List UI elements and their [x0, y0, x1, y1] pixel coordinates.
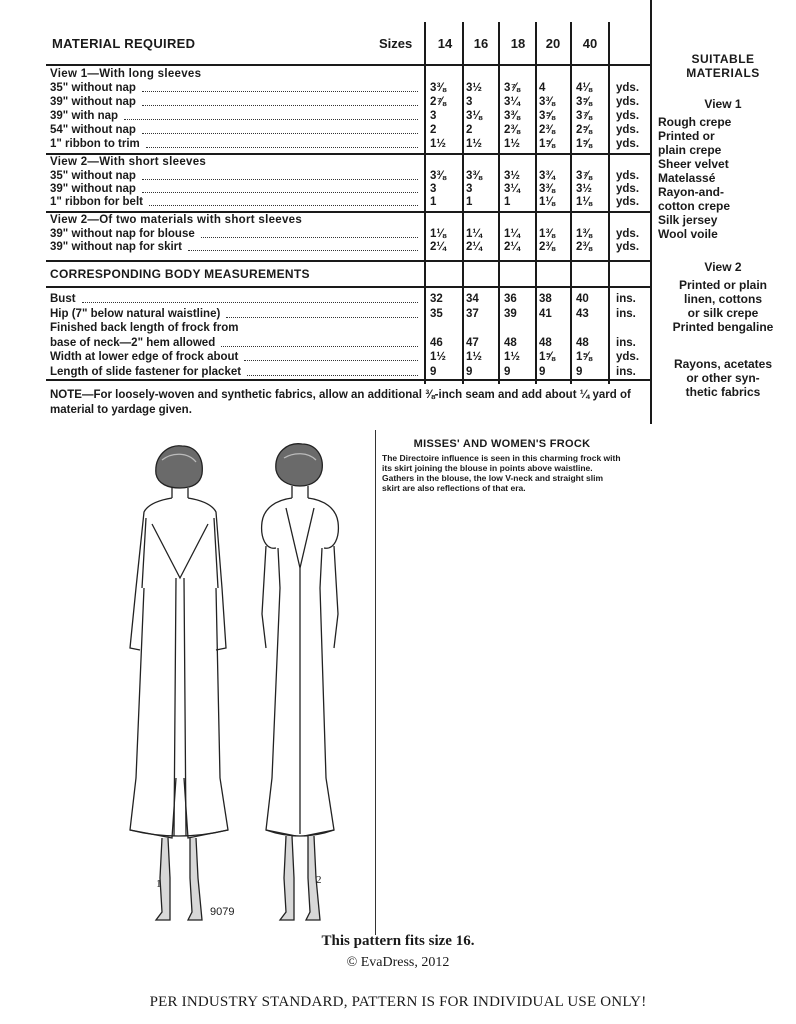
table-cell: 3⅝: [576, 96, 592, 108]
table-row: [50, 183, 136, 196]
table-cell: 9: [576, 365, 583, 378]
unit-label: ins.: [616, 336, 636, 349]
table-cell: 3: [466, 183, 473, 195]
table-cell: 1⅜: [576, 228, 592, 240]
table-cell: 2: [466, 124, 473, 136]
table-cell: 1⅝: [539, 138, 555, 150]
table-row: [50, 322, 239, 335]
table-cell: 3⅜: [504, 110, 520, 122]
suitable-materials: [650, 0, 796, 424]
table-cell: 2⅜: [539, 241, 555, 253]
table-cell: 1⅛: [539, 196, 555, 208]
table-cell: 1⅝: [576, 351, 592, 363]
table-row: [50, 170, 136, 183]
material-item: Sheer velvet: [658, 157, 729, 171]
table-cell: 34: [466, 293, 479, 305]
table-cell: 43: [576, 307, 589, 320]
table-rule: [46, 260, 650, 262]
leader-dots: [124, 110, 418, 120]
sizes-label: Sizes: [379, 36, 413, 51]
view2b-heading: View 2—Of two materials with short sleeves: [50, 214, 303, 226]
figure-1-number: 1: [156, 878, 162, 890]
column-rule: [424, 22, 426, 384]
row-label: Bust: [50, 293, 76, 305]
view2-heading: View 2—With short sleeves: [50, 156, 207, 168]
unit-label: ins.: [616, 307, 636, 320]
table-cell: 3⅜: [539, 96, 555, 108]
table-cell: 3: [430, 183, 437, 195]
table-rule: [46, 379, 650, 381]
row-label: Finished back length of frock from: [50, 322, 239, 334]
chart-title: MATERIAL REQUIRED: [52, 36, 196, 51]
description-body: The Directoire influence is seen in this charming frock with its skirt joining the blouse in points above waistline. Gathers in the blouse, the low V-neck and straight slim skirt are also reflections of that era.: [382, 453, 621, 493]
table-cell: 1½: [466, 351, 482, 363]
table-cell: 1⅛: [576, 196, 592, 208]
material-item: Matelassé: [658, 171, 716, 185]
table-cell: 37: [466, 307, 479, 320]
leader-dots: [247, 366, 418, 376]
unit-label: yds.: [616, 96, 640, 108]
unit-label: ins.: [616, 365, 636, 378]
table-cell: 2⅞: [430, 96, 446, 108]
table-cell: 9: [430, 365, 437, 378]
unit-label: yds.: [616, 138, 640, 150]
row-label: Width at lower edge of frock about: [50, 351, 239, 363]
size-header: 40: [582, 36, 598, 51]
table-cell: 3½: [504, 170, 520, 182]
table-row: [50, 96, 136, 109]
table-row: [50, 293, 76, 306]
leader-dots: [142, 96, 418, 106]
illustration-divider: [375, 430, 376, 935]
table-row: [50, 82, 136, 95]
leader-dots: [188, 241, 418, 251]
table-cell: 1½: [430, 138, 446, 150]
size-header: 14: [437, 36, 453, 51]
table-cell: 9: [539, 365, 546, 378]
table-row: [50, 337, 215, 350]
leader-dots: [221, 337, 418, 347]
unit-label: yds.: [616, 170, 640, 182]
table-rule: [46, 153, 650, 155]
size-header: 16: [473, 36, 489, 51]
table-rule: [46, 64, 650, 66]
table-cell: 38: [539, 293, 552, 305]
table-cell: 48: [504, 336, 517, 349]
table-cell: 1½: [430, 351, 446, 363]
table-cell: 1⅝: [539, 351, 555, 363]
leader-dots: [226, 308, 418, 318]
unit-label: yds.: [616, 228, 640, 240]
row-label: 39" without nap: [50, 96, 136, 108]
table-cell: 48: [576, 336, 589, 349]
row-label: 39" without nap for blouse: [50, 228, 195, 240]
material-item: linen, cottons: [684, 292, 762, 306]
dress-illustration: [116, 438, 378, 932]
table-cell: 47: [466, 336, 479, 349]
table-cell: 40: [576, 293, 589, 305]
table-cell: 1⅛: [430, 228, 446, 240]
table-cell: 48: [539, 336, 552, 349]
table-cell: 9: [504, 365, 511, 378]
dress-drawing: [116, 438, 378, 932]
table-cell: 9: [466, 365, 473, 378]
row-label: base of neck—2" hem allowed: [50, 336, 216, 349]
table-cell: 3¼: [504, 183, 520, 195]
table-row: [50, 241, 182, 254]
materials-title-1: SUITABLE: [691, 52, 755, 66]
table-cell: 3⅞: [576, 170, 592, 182]
table-rule: [46, 211, 650, 213]
row-label: Length of slide fastener for placket: [50, 365, 242, 378]
table-cell: 3¾: [539, 170, 555, 182]
table-cell: 3⅞: [576, 110, 592, 122]
table-cell: 3⅜: [430, 170, 446, 182]
material-item: Printed or: [658, 129, 715, 143]
unit-label: yds.: [616, 183, 640, 195]
size-header: 18: [510, 36, 526, 51]
usage-notice: PER INDUSTRY STANDARD, PATTERN IS FOR INDIVIDUAL USE ONLY!: [149, 994, 647, 1010]
row-label: Hip (7" below natural waistline): [50, 307, 221, 320]
row-label: 1" ribbon to trim: [50, 138, 140, 150]
table-cell: 3⅝: [539, 110, 555, 122]
row-label: 54" without nap: [50, 124, 136, 136]
table-cell: 2⅜: [504, 124, 520, 136]
description-box: [382, 438, 622, 493]
table-row: [50, 366, 241, 379]
table-row: [50, 228, 195, 241]
row-label: 1" ribbon for belt: [50, 196, 143, 208]
table-rule: [46, 286, 650, 288]
leader-dots: [142, 82, 418, 92]
unit-label: yds.: [616, 196, 640, 208]
materials-title-2: MATERIALS: [686, 66, 760, 80]
table-cell: 4: [539, 82, 546, 94]
table-cell: 3: [466, 96, 473, 108]
table-cell: 2⅜: [576, 241, 592, 253]
unit-label: yds.: [616, 110, 640, 122]
leader-dots: [149, 196, 418, 206]
row-label: 35" without nap: [50, 82, 136, 94]
size-header: 20: [545, 36, 561, 51]
table-row: [50, 138, 140, 151]
material-item: Silk jersey: [658, 213, 718, 227]
table-cell: 3⅜: [539, 183, 555, 195]
table-cell: 3⅛: [466, 110, 482, 122]
material-item: thetic fabrics: [685, 385, 761, 399]
material-item: cotton crepe: [658, 199, 731, 213]
table-cell: 2: [430, 124, 437, 136]
material-chart: [38, 22, 650, 422]
table-cell: 3½: [466, 82, 482, 94]
table-cell: 1: [504, 196, 511, 208]
table-cell: 1½: [466, 138, 482, 150]
body-heading: CORRESPONDING BODY MEASUREMENTS: [50, 267, 310, 281]
row-label: 35" without nap: [50, 170, 136, 182]
table-cell: 1⅝: [576, 138, 592, 150]
material-item: Rough crepe: [658, 115, 732, 129]
table-cell: 2⅝: [576, 124, 592, 136]
table-row: [50, 124, 136, 137]
table-cell: 32: [430, 293, 443, 305]
material-item: Wool voile: [658, 227, 718, 241]
description-title: MISSES' AND WOMEN'S FROCK: [413, 438, 591, 450]
material-item: Rayon-and-: [658, 185, 724, 199]
row-label: 39" without nap for skirt: [50, 241, 182, 253]
table-row: [50, 308, 220, 321]
table-cell: 4⅛: [576, 82, 592, 94]
material-item: or silk crepe: [687, 306, 759, 320]
leader-dots: [244, 351, 418, 361]
material-item: Printed or plain: [678, 278, 767, 292]
row-label: 39" with nap: [50, 110, 119, 122]
table-cell: 35: [430, 307, 443, 320]
table-cell: 39: [504, 307, 517, 320]
note-text: NOTE—For loosely-woven and synthetic fabrics, allow an additional ⅜-inch seam and add about ¼ yard of material to yardage given.: [50, 389, 631, 416]
table-cell: 2¼: [430, 241, 446, 253]
table-cell: 1¼: [504, 228, 520, 240]
table-cell: 2⅜: [539, 124, 555, 136]
unit-label: yds.: [616, 124, 640, 136]
figure-2-number: 2: [316, 874, 322, 886]
table-cell: 2¼: [504, 241, 520, 253]
table-cell: 1¼: [466, 228, 482, 240]
leader-dots: [146, 138, 418, 148]
table-cell: 3¼: [504, 96, 520, 108]
leader-dots: [201, 228, 418, 238]
leader-dots: [142, 170, 418, 180]
table-cell: 3½: [576, 183, 592, 195]
table-cell: 3: [430, 110, 437, 122]
material-item: or other syn-: [686, 371, 760, 385]
fits-size-text: This pattern fits size 16.: [321, 933, 475, 949]
table-row: [50, 351, 238, 364]
table-cell: 1: [466, 196, 473, 208]
table-cell: 36: [504, 293, 517, 305]
material-item: plain crepe: [658, 143, 722, 157]
table-cell: 41: [539, 307, 552, 320]
materials-view1-label: View 1: [704, 97, 742, 111]
table-cell: 2¼: [466, 241, 482, 253]
leader-dots: [82, 293, 418, 303]
unit-label: yds.: [616, 351, 640, 363]
copyright-text: © EvaDress, 2012: [346, 955, 450, 970]
table-cell: 1½: [504, 138, 520, 150]
unit-label: yds.: [616, 82, 640, 94]
material-item: Printed bengaline: [672, 320, 774, 334]
table-row: [50, 196, 143, 209]
table-cell: 3⅞: [504, 82, 520, 94]
pattern-number: 9079: [210, 906, 235, 918]
table-cell: 3⅜: [466, 170, 482, 182]
table-row: [50, 110, 118, 123]
table-cell: 3⅜: [430, 82, 446, 94]
leader-dots: [142, 124, 418, 134]
table-cell: 1: [430, 196, 437, 208]
table-cell: 1½: [504, 351, 520, 363]
unit-label: yds.: [616, 241, 640, 253]
unit-label: ins.: [616, 293, 636, 305]
table-cell: 46: [430, 336, 443, 349]
view1-heading: View 1—With long sleeves: [50, 68, 202, 80]
row-label: 39" without nap: [50, 183, 136, 195]
materials-view2-label: View 2: [704, 260, 742, 274]
leader-dots: [142, 183, 418, 193]
table-cell: 1⅜: [539, 228, 555, 240]
material-item: Rayons, acetates: [673, 357, 773, 371]
